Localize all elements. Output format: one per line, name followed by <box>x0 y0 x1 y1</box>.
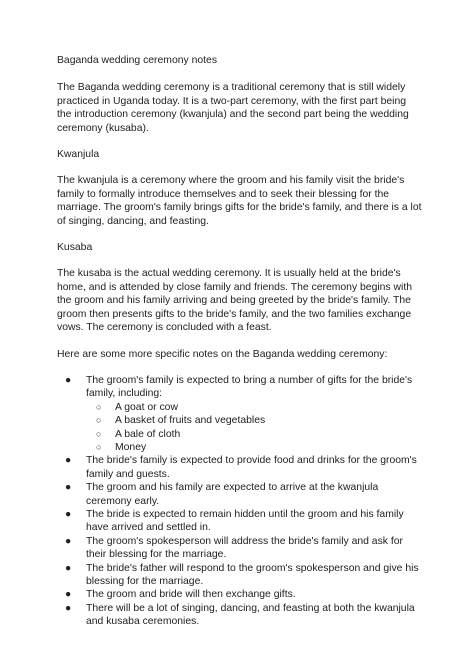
notes-intro: Here are some more specific notes on the Baganda wedding ceremony: <box>57 348 388 360</box>
kusaba-paragraph: The kusaba is the actual wedding ceremony. It is usually held at the bride's home, and is attended by close family and friends. The ceremony begins with the groom and his family arriving and being greeted by the bride's family. The groom then presents gifts to the bride's family, and the two families exchange vows. The ceremony is concluded with a feast. <box>57 268 413 334</box>
bullet-icon: ● <box>65 455 72 467</box>
bullet-icon: ● <box>65 562 72 574</box>
list-item-text: The bride's father will respond to the groom's spokesperson and give his blessing for the marriage. <box>86 562 419 587</box>
list-item-text: The groom's family is expected to bring a number of gifts for the bride's family, including: <box>86 374 413 400</box>
kusaba-heading: Kusaba <box>57 242 93 254</box>
list-item <box>57 508 422 535</box>
list-item-text: The bride is expected to remain hidden until the groom and his family have arrived and settled in. <box>86 508 404 534</box>
circle-bullet-icon: ○ <box>96 441 102 452</box>
list-item <box>57 454 422 481</box>
bullet-icon: ● <box>65 602 72 614</box>
bullet-icon: ● <box>65 535 72 547</box>
list-item-text: A basket of fruits and vegetables <box>115 415 266 427</box>
circle-bullet-icon: ○ <box>96 401 102 412</box>
kwanjula-heading: Kwanjula <box>57 149 100 161</box>
list-item-text: The bride's family is expected to provide food and drinks for the groom's family and guests. <box>86 455 417 480</box>
list-item <box>57 481 422 508</box>
document-page <box>57 54 422 629</box>
list-item-text: The groom and bride will then exchange gifts. <box>86 589 296 601</box>
list-item-text: A bale of cloth <box>115 428 181 440</box>
list-item-text: Money <box>115 441 147 453</box>
bullet-icon: ● <box>65 589 72 601</box>
list-item <box>57 588 422 601</box>
list-item <box>86 441 422 454</box>
notes-list <box>57 374 422 629</box>
list-item <box>57 374 422 454</box>
list-item <box>86 414 422 427</box>
list-item <box>57 602 422 629</box>
bullet-icon: ● <box>65 374 72 386</box>
list-item <box>57 562 422 589</box>
gifts-list <box>86 401 422 455</box>
document-title: Baganda wedding ceremony notes <box>57 55 218 66</box>
list-item-text: A goat or cow <box>115 401 178 413</box>
intro-paragraph: The Baganda wedding ceremony is a traditional ceremony that is still widely practiced in Uganda today. It is a two-part ceremony, with the first part being the introduction ceremony (kwanjula) and the second part being the wedding ceremony (kusaba). <box>57 82 409 134</box>
kwanjula-paragraph: The kwanjula is a ceremony where the groom and his family visit the bride's family to formally introduce themselves and to seek their blessing for the marriage. The groom's family brings gifts for the bride's family, and there is a lot of singing, dancing, and feasting. <box>57 175 422 227</box>
bullet-icon: ● <box>65 508 72 520</box>
list-item <box>57 535 422 562</box>
circle-bullet-icon: ○ <box>96 428 102 439</box>
list-item-text: The groom's spokesperson will address the bride's family and ask for their blessing for the marriage. <box>86 535 403 561</box>
list-item-text: The groom and his family are expected to arrive at the kwanjula ceremony early. <box>86 482 379 507</box>
list-item-text: There will be a lot of singing, dancing, and feasting at both the kwanjula and kusaba ceremonies. <box>86 602 415 628</box>
bullet-icon: ● <box>65 482 72 494</box>
list-item <box>86 401 422 414</box>
list-item <box>86 428 422 441</box>
circle-bullet-icon: ○ <box>96 415 102 426</box>
